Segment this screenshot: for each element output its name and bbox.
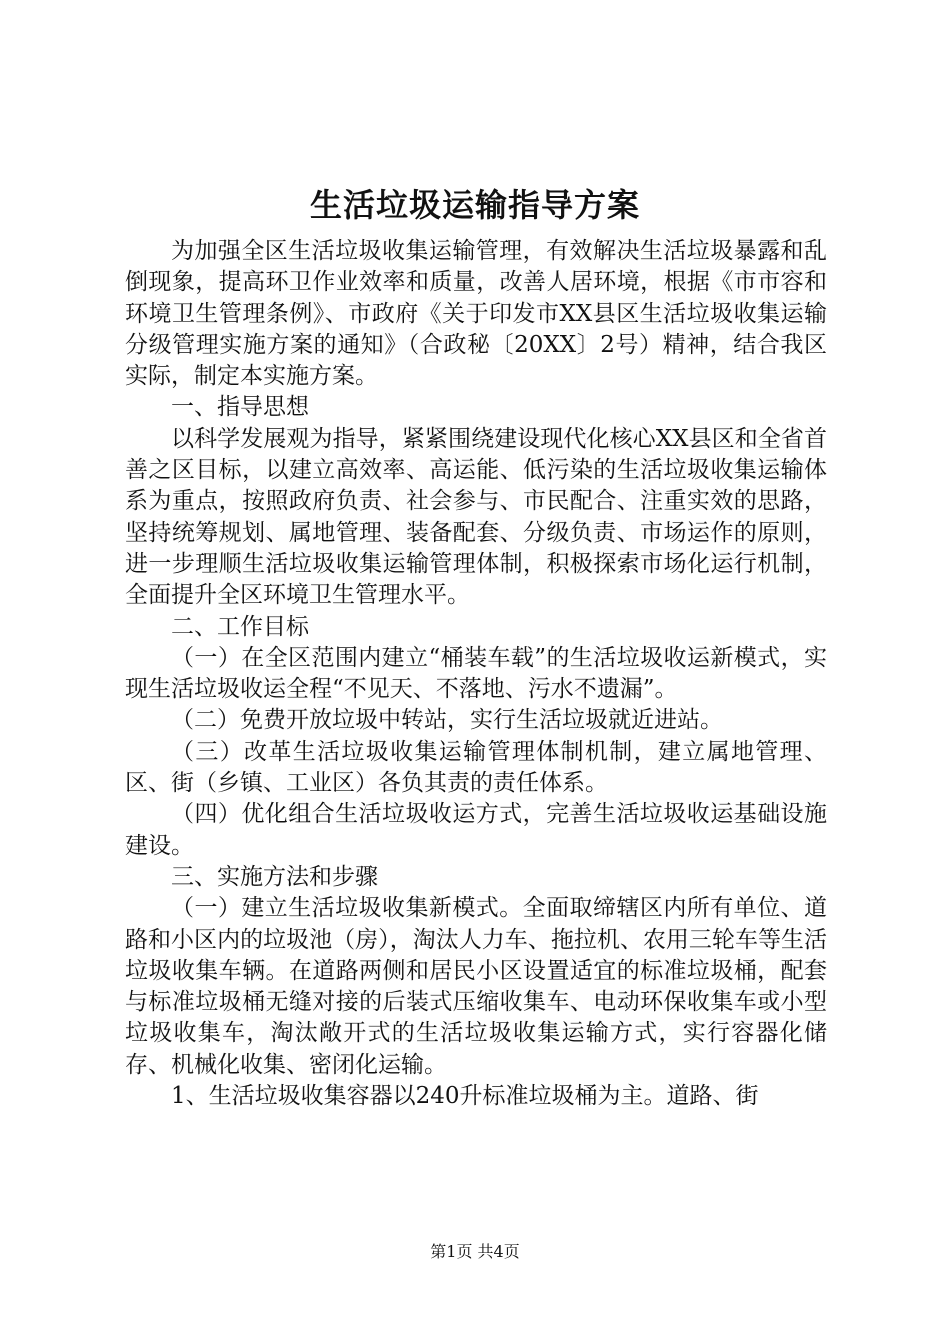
paragraph: 以科学发展观为指导，紧紧围绕建设现代化核心XX县区和全省首善之区目标，以建立高效率、高运能、低污染的生活垃圾收集运输体系为重点，按照政府负责、社会参与、市民配合、注重实效的思路，坚持统筹规划、属地管理、装备配套、分级负责、市场运作的原则，进一步理顺生活垃圾收集运输管理体制，积极探索市场化运行机制，全面提升全区环境卫生管理水平。 bbox=[125, 425, 827, 609]
paragraph: （三）改革生活垃圾收集运输管理体制机制，建立属地管理、区、街（乡镇、工业区）各负其责的责任体系。 bbox=[125, 738, 827, 797]
page-footer: 第1页 共4页 bbox=[430, 1242, 520, 1261]
paragraph: （二）免费开放垃圾中转站，实行生活垃圾就近进站。 bbox=[171, 707, 723, 734]
document-body bbox=[125, 236, 827, 1112]
section-heading: 二、工作目标 bbox=[171, 613, 309, 640]
paragraph: 为加强全区生活垃圾收集运输管理，有效解决生活垃圾暴露和乱倒现象，提高环卫作业效率和质量，改善人居环境，根据《市市容和环境卫生管理条例》、市政府《关于印发市XX县区生活垃圾收集运输分级管理实施方案的通知》（合政秘〔20XX〕2号）精神，结合我区实际，制定本实施方案。 bbox=[125, 238, 827, 390]
section-heading: 三、实施方法和步骤 bbox=[171, 863, 378, 890]
paragraph: 1、生活垃圾收集容器以240升标准垃圾桶为主。道路、街 bbox=[171, 1083, 759, 1110]
paragraph: （一）建立生活垃圾收集新模式。全面取缔辖区内所有单位、道路和小区内的垃圾池（房），淘汰人力车、拖拉机、农用三轮车等生活垃圾收集车辆。在道路两侧和居民小区设置适宜的标准垃圾桶，配套与标准垃圾桶无缝对接的后装式压缩收集车、电动环保收集车或小型垃圾收集车，淘汰敞开式的生活垃圾收集运输方式，实行容器化储存、机械化收集、密闭化运输。 bbox=[125, 895, 827, 1078]
section-heading: 一、指导思想 bbox=[171, 394, 309, 421]
document-title: 生活垃圾运输指导方案 bbox=[309, 186, 640, 224]
paragraph: （四）优化组合生活垃圾收运方式，完善生活垃圾收运基础设施建设。 bbox=[125, 801, 827, 859]
paragraph: （一）在全区范围内建立“桶装车载”的生活垃圾收运新模式，实现生活垃圾收运全程“不见天、不落地、污水不遗漏”。 bbox=[125, 644, 827, 703]
